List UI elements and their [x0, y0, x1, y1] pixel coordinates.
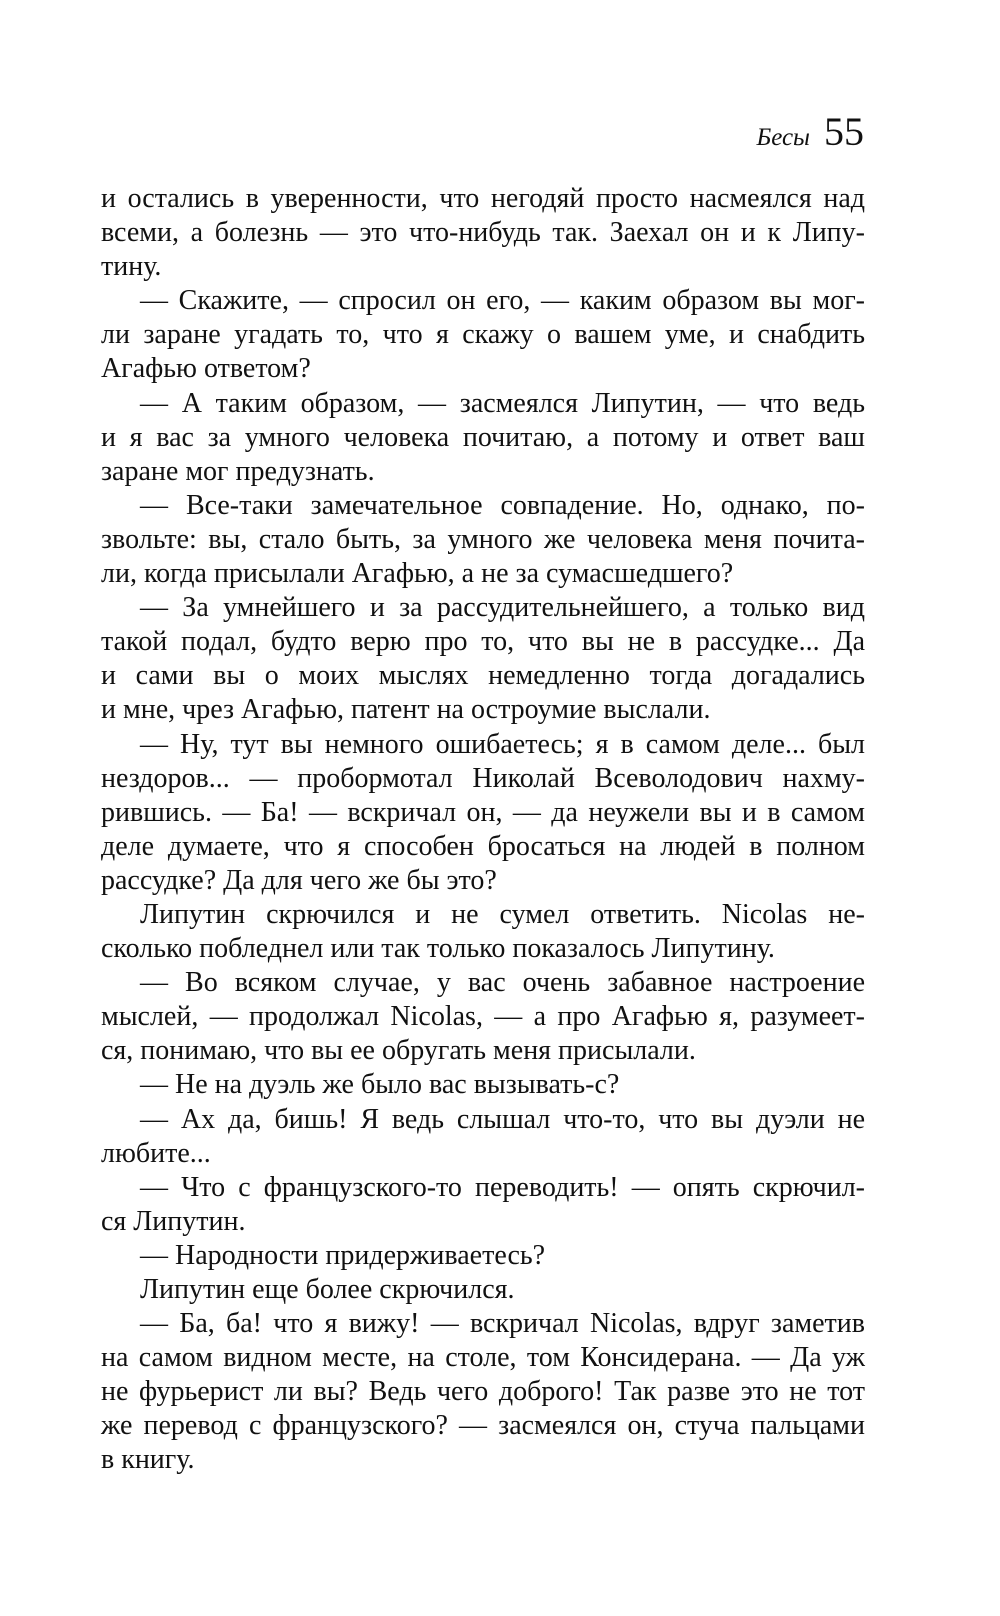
- text-line: и сами вы о моих мыслях немедленно тогда догадались: [101, 660, 865, 692]
- text-line: не фурьерист ли вы? Ведь чего доброго! Так разве это не тот: [101, 1376, 865, 1408]
- text-line: ся, понимаю, что вы ее обругать меня присылали.: [101, 1035, 696, 1067]
- text-line: и мне, чрез Агафью, патент на остроумие выслали.: [101, 694, 711, 726]
- text-line: и остались в уверенности, что негодяй просто насмеялся над: [101, 183, 865, 214]
- text-line: заране мог предузнать.: [101, 455, 375, 487]
- text-line: Агафью ответом?: [101, 353, 311, 385]
- body-text: [101, 182, 865, 1478]
- text-line: ли заране угадать то, что я скажу о вашем уме, и снабдить: [101, 319, 865, 351]
- text-line: Липутин еще более скрючился.: [140, 1274, 515, 1305]
- text-line: же перевод с французского? — засмеялся он, стуча пальцами: [101, 1410, 865, 1442]
- text-line: рившись. — Ба! — вскричал он, — да неужели вы и в самом: [101, 796, 865, 828]
- text-line: в книгу.: [101, 1444, 195, 1476]
- text-line: — Народности придерживаетесь?: [140, 1239, 546, 1271]
- text-line: — Скажите, — спросил он его, — каким образом вы мог-: [140, 285, 865, 317]
- text-line: и я вас за умного человека почитаю, а потому и ответ ваш: [101, 421, 865, 453]
- text-line: — Все-таки замечательное совпадение. Но, однако, по-: [140, 489, 865, 521]
- book-title: Бесы: [756, 124, 810, 151]
- text-line: — Ах да, бишь! Я ведь слышал что-то, что вы дуэли не: [140, 1103, 865, 1135]
- text-line: — За умнейшего и за рассудительнейшего, а только вид: [140, 592, 865, 624]
- text-line: — Ну, тут вы немного ошибаетесь; я в самом деле... был: [140, 728, 865, 760]
- text-line: ся Липутин.: [101, 1205, 246, 1237]
- running-header: [756, 108, 864, 155]
- text-line: нездоров... — пробормотал Николай Всеволодович нахму-: [101, 762, 865, 794]
- text-line: такой подал, будто верю про то, что вы не в рассудке... Да: [101, 626, 865, 658]
- text-line: звольте: вы, стало быть, за умного же человека меня почита-: [101, 523, 865, 555]
- text-line: на самом видном месте, на столе, том Консидерана. — Да уж: [101, 1342, 865, 1374]
- page-number: 55: [824, 109, 864, 154]
- text-line: — Ба, ба! что я вижу! — вскричал Nicolas, вдруг заметив: [140, 1308, 865, 1340]
- text-line: рассудке? Да для чего же бы это?: [101, 864, 497, 896]
- text-line: сколько побледнел или так только показалось Липутину.: [101, 933, 775, 965]
- text-line: — Не на дуэль же было вас вызывать-с?: [140, 1069, 620, 1101]
- text-line: — Что с французского-то переводить! — опять скрючил-: [140, 1171, 865, 1203]
- text-line: деле думаете, что я способен бросаться на людей в полном: [101, 830, 865, 862]
- text-line: любите...: [101, 1137, 211, 1169]
- text-line: тину.: [101, 251, 162, 283]
- text-line: всеми, а болезнь — это что-нибудь так. Заехал он и к Липу-: [101, 217, 865, 249]
- text-line: мыслей, — продолжал Nicolas, — а про Агафью я, разумеет-: [101, 1001, 865, 1033]
- text-line: — А таким образом, — засмеялся Липутин, — что ведь: [140, 387, 865, 419]
- text-line: — Во всяком случае, у вас очень забавное настроение: [140, 967, 865, 999]
- text-line: ли, когда присылали Агафью, а не за сумасшедшего?: [101, 558, 734, 590]
- text-line: Липутин скрючился и не сумел ответить. Nicolas не-: [140, 898, 865, 930]
